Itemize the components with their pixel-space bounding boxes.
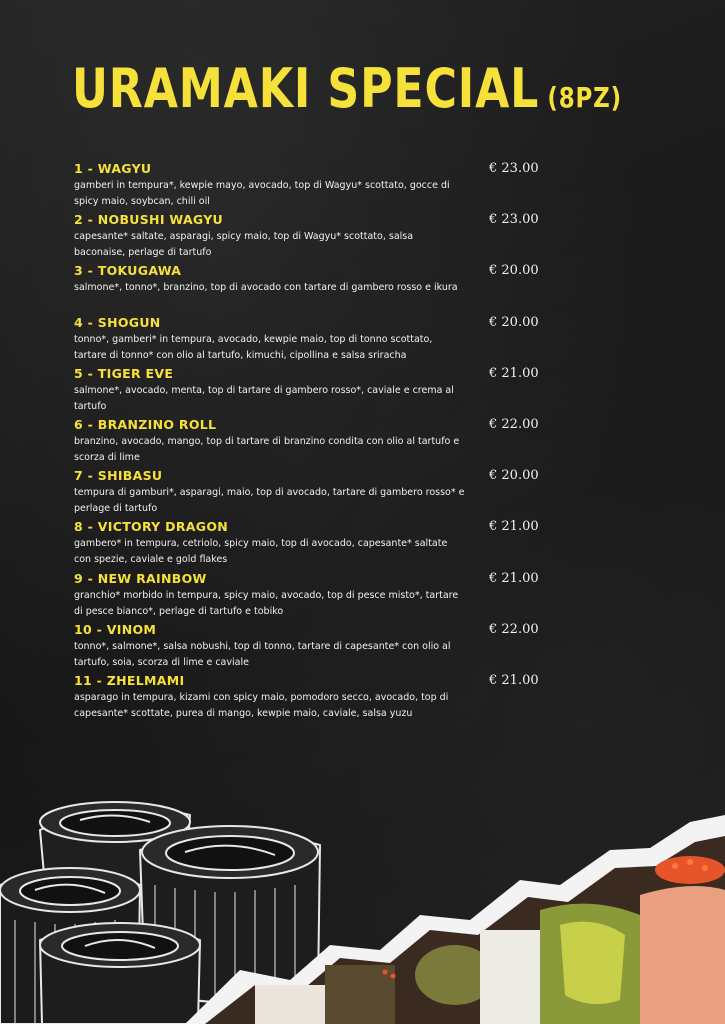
item-price: € 20.00: [489, 263, 539, 279]
item-price: € 23.00: [489, 161, 539, 176]
item-name: 5 - TIGER EVE: [74, 365, 174, 381]
item-price: € 21.00: [489, 365, 539, 381]
item-price: € 20.00: [489, 314, 539, 330]
item-price: € 20.00: [489, 468, 539, 484]
item-description: branzino, avocado, mango, top di tartare di branzino condita con olio al tartufo e scorza di lime: [74, 435, 460, 463]
item-name: 1 - WAGYU: [74, 161, 152, 176]
item-price: € 22.00: [489, 621, 539, 637]
item-description: capesante* saltate, asparagi, spicy maio, top di Wagyu* scottato, salsa baconaise, perlage di tartufo: [74, 231, 414, 259]
item-description: tonno*, gamberi* in tempura, avocado, kewpie maio, top di tonno scottato, tartare di tonno* con olio al tartufo, kimuchi, cipollina e salsa sriracha: [74, 333, 433, 361]
item-description: asparago in tempura, kizami con spicy maio, pomodoro secco, avocado, top di capesante* scottate, purea di mango, kewpie maio, caviale, salsa yuzu: [74, 691, 449, 719]
item-description: tonno*, salmone*, salsa nobushi, top di tonno, tartare di capesante* con olio al tartufo, soia, scorza di lime e caviale: [74, 640, 451, 668]
item-description: gambero* in tempura, cetriolo, spicy maio, top di avocado, capesante* saltate con spezie, caviale e gold flakes: [74, 538, 448, 566]
item-price: € 21.00: [489, 570, 539, 586]
item-name: 7 - SHIBASU: [74, 468, 163, 484]
item-price: € 23.00: [489, 212, 539, 228]
item-name: 2 - NOBUSHI WAGYU: [74, 212, 224, 228]
item-name: 11 - ZHELMAMI: [74, 672, 185, 688]
item-description: tempura di gamburi*, asparagi, maio, top di avocado, tartare di gambero rosso* e perlage di tartufo: [74, 487, 465, 515]
item-description: salmone*, tonno*, branzino, top di avocado con tartare di gambero rosso e ikura: [74, 282, 458, 294]
title-text: URAMAKI SPECIAL: [72, 57, 540, 120]
item-description: granchio* morbido in tempura, spicy maio, avocado, top di pesce misto*, tartare di pesce bianco*, perlage di tartufo e tobiko: [74, 589, 459, 617]
item-price: € 21.00: [489, 672, 539, 688]
item-name: 9 - NEW RAINBOW: [74, 570, 207, 586]
item-description: gamberi in tempura*, kewpie mayo, avocado, top di Wagyu* scottato, gocce di spicy maio, soybcan, chili oil: [74, 180, 450, 207]
item-name: 4 - SHOGUN: [74, 314, 161, 330]
item-name: 6 - BRANZINO ROLL: [74, 416, 217, 432]
item-name: 8 - VICTORY DRAGON: [74, 519, 229, 535]
item-name: 10 - VINOM: [74, 621, 157, 637]
item-price: € 21.00: [489, 519, 539, 535]
item-name: 3 - TOKUGAWA: [74, 263, 182, 279]
item-description: salmone*, avocado, menta, top di tartare di gambero rosso*, caviale e crema al tartufo: [74, 384, 454, 412]
title-quantity: (8PZ): [547, 81, 622, 114]
item-price: € 22.00: [489, 416, 539, 432]
